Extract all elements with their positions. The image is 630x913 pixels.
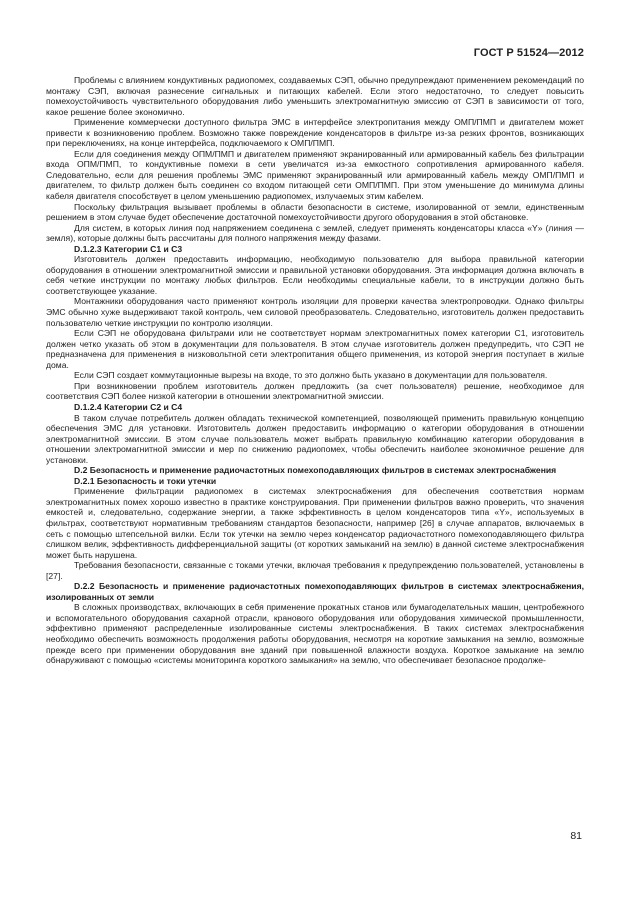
page-number: 81 (570, 830, 582, 842)
paragraph: Применение коммерчески доступного фильтра ЭМС в интерфейсе электропитания между ОМП/ПМП и двигателем может привести к возникновению проблем. Возможно также повреждение конденсаторов в фильтре из-за резких фронтов, возникающих при переключениях, на конце интерфейса, подключаемого к ОМП/ПМП. (46, 117, 584, 149)
paragraph: Если СЭП создает коммутационные вырезы на входе, то это должно быть указано в документации для пользователя. (74, 370, 548, 381)
section-heading: D.2.1 Безопасность и токи утечки (74, 475, 217, 486)
paragraph: Применение фильтрации радиопомех в системах электроснабжения для обеспечения соответствия нормам электромагнитных помех хорошо известно в практике конструирования. При применении фильтров важно проверить, что значения емкостей и, следовательно, содержание энергии, а также эффективность в целом конденсаторов типа «Y», используемых в фильтрах, соответствуют нормативным требованиям стандартов безопасности, например [26] в случае аппаратов, включаемых в сеть с помощью штепсельной вилки. Если ток утечки на землю через конденсатор радиочастотного помехоподавляющего фильтра слишком велик, эффективность дифференциальной защиты (от коротких замыканий на землю) в данной системе электроснабжения может быть нарушена. (46, 486, 584, 560)
document-body (46, 75, 584, 666)
section-heading: D.2 Безопасность и применение радиочастотных помехоподавляющих фильтров в системах электроснабжения (74, 465, 557, 476)
paragraph: В таком случае потребитель должен обладать технической компетенцией, позволяющей применить правильную концепцию обеспечения ЭМС для установки. Изготовитель должен предоставить информацию о категории оборудования в отношении электромагнитной эмиссии. В этом случае пользователь может выбрать правильную комбинацию категории оборудования в отношении электромагнитной эмиссии и мер по снижению радиопомех, чтобы обеспечить наиболее экономичное решение для установки. (46, 412, 584, 465)
section-heading: D.1.2.3 Категории С1 и С3 (74, 243, 183, 254)
paragraph: Изготовитель должен предоставить информацию, необходимую пользователю для выбора правильной категории оборудования в отношении электромагнитной эмиссии и правильной установки оборудования. Эта информация должна включать в себя четкие инструкции по монтажу любых фильтров. Если необходимы специальные кабели, то в инструкции должно быть соответствующее указание. (46, 254, 584, 296)
paragraph: Монтажники оборудования часто применяют контроль изоляции для проверки качества электропроводки. Однако фильтры ЭМС обычно хуже выдерживают такой контроль, чем силовой преобразователь. Следовательно, изготовитель должен предоставить пользователю четкие инструкции по контролю изоляции. (46, 296, 584, 328)
paragraph: При возникновении проблем изготовитель должен предложить (за счет пользователя) решение, необходимое для соответствия СЭП более низкой категории в отношении электромагнитной эмиссии. (46, 380, 584, 402)
section-heading: D.2.2 Безопасность и применение радиочастотных помехоподавляющих фильтров в системах электроснабжения, изолированных от земли (46, 581, 584, 602)
paragraph: Поскольку фильтрация вызывает проблемы в области безопасности в системе, изолированной от земли, единственным решением в этом случае будет обеспечение достаточной помехоустойчивости другого оборудования в этой обстановке. (46, 201, 584, 223)
paragraph: Проблемы с влиянием кондуктивных радиопомех, создаваемых СЭП, обычно предупреждают применением рекомендаций по монтажу СЭП, включая разнесение сигнальных и питающих кабелей. Если этого недостаточно, то следует повысить помехоустойчивость чувствительного оборудования либо уменьшить электромагнитную эмиссию от СЭП в зависимости от того, какое решение более экономично. (46, 75, 584, 117)
paragraph: В сложных производствах, включающих в себя применение прокатных станов или бумагоделательных машин, центробежного и вспомогательного оборудования сахарной отрасли, кранового оборудования или оборудования химической промышленности, эффективно применяют распределенные изолированные системы электроснабжения. В таких системах электроснабжения необходимо обеспечить возможность продолжения работы оборудования, несмотря на короткие замыкания на землю, возможные прежде всего при применении оборудования вне зданий при повышенной влажности воздуха. Короткое замыкание на землю обнаруживают с помощью «системы мониторинга короткого замыкания» на землю, что обеспечивает безопасное продолже- (46, 602, 584, 666)
section-heading: D.1.2.4 Категории С2 и С4 (74, 401, 183, 412)
standard-header: ГОСТ Р 51524—2012 (473, 47, 584, 59)
paragraph: Если СЭП не оборудована фильтрами или не соответствует нормам электромагнитных помех категории С1, изготовитель должен четко указать об этом в документации для пользователя. В этом случае изготовитель должен предупредить, что СЭП не предназначена для применения в низковольтной сети электропитания общего применения, из которой энергия поступает в жилые дома. (46, 328, 584, 370)
paragraph: Для систем, в которых линия под напряжением соединена с землей, следует применять конденсаторы класса «Y» (линия — земля), которые должны быть рассчитаны для полного напряжения между фазами. (46, 222, 584, 244)
paragraph: Если для соединения между ОПМ/ПМП и двигателем применяют экранированный или армированный кабель без фильтрации входа ОПМ/ПМП, то кондуктивные помехи в сети увеличатся из-за емкостного сопротивления армированного кабеля. Следовательно, если для решения проблемы ЭМС применяют экранированный или армированный кабель между ОМП/ПМП и двигателем, то фильтр должен быть соединен со входом питающей сети ОМП/ПМП. При этом уменьшение до минимума длины кабеля двигателя способствует в целом уменьшению радиопомех, излучаемых этим кабелем. (46, 148, 584, 202)
paragraph: Требования безопасности, связанные с токами утечки, включая требования к предупреждению пользователей, установлены в [27]. (46, 560, 584, 581)
